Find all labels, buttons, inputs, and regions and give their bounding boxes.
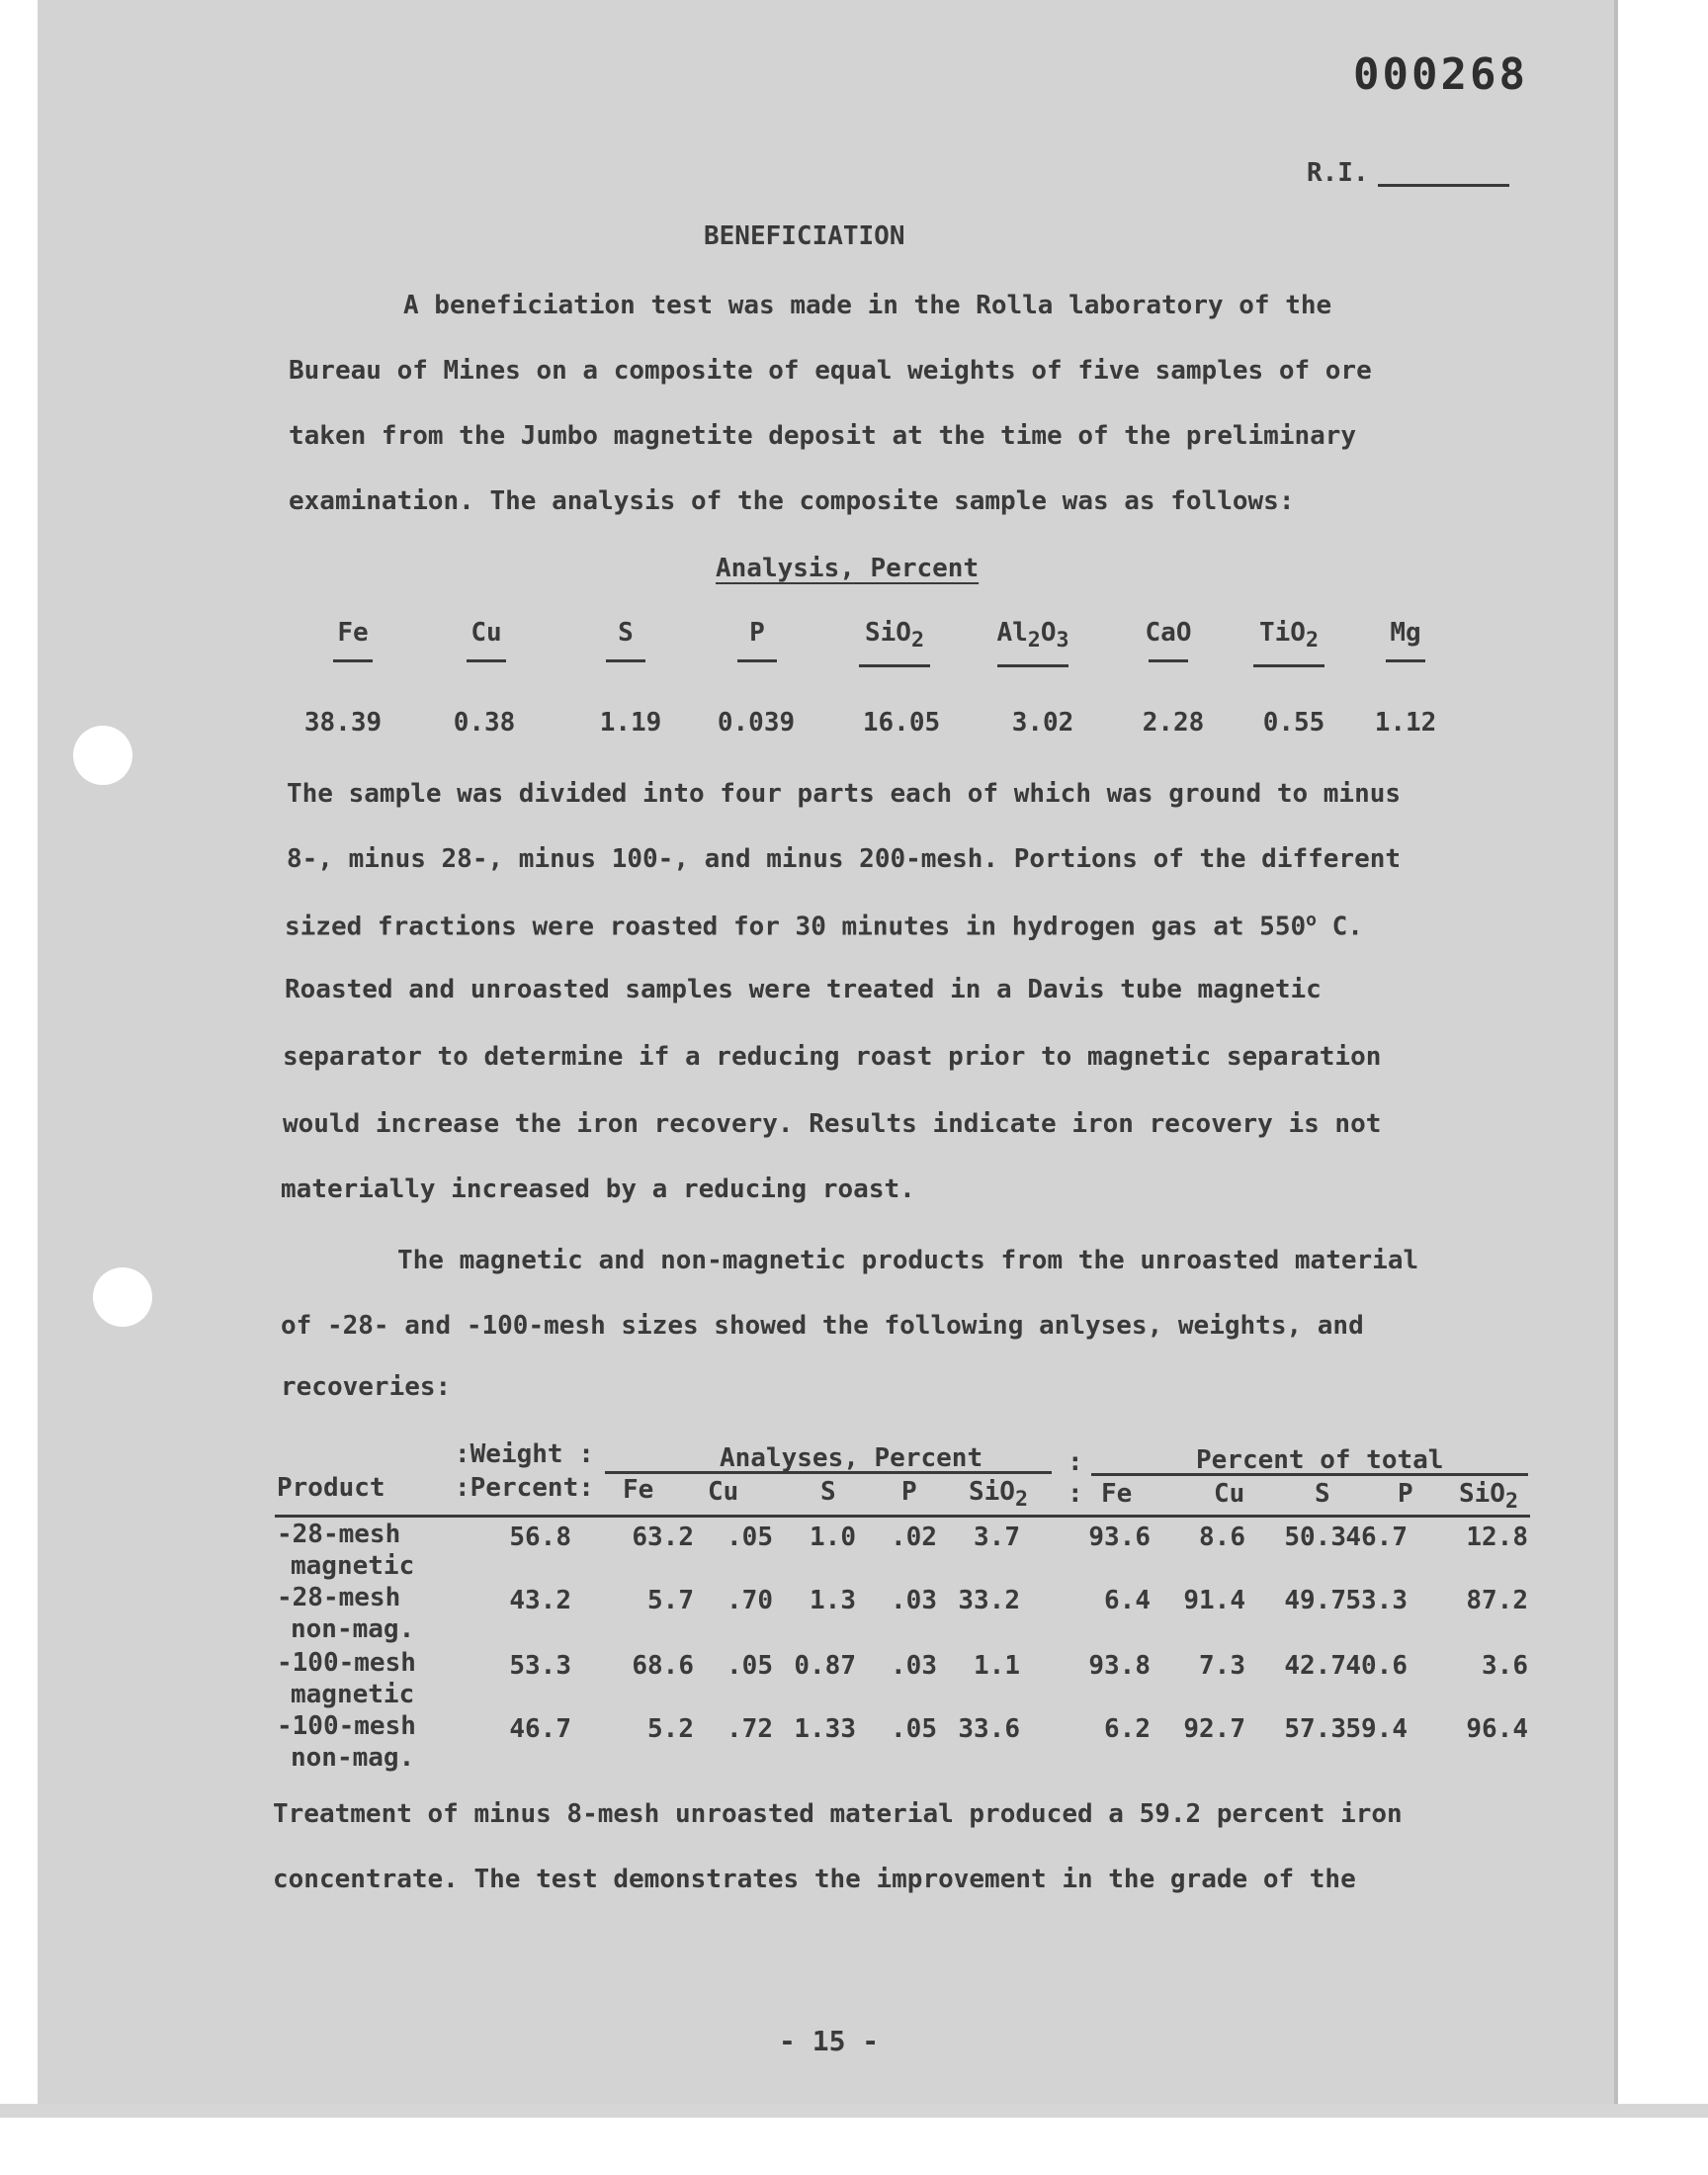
col-sio2-label: SiO [969, 1477, 1015, 1507]
para2-text: sized fractions were roasted for 30 minutes in hydrogen gas at 550 [285, 912, 1307, 942]
row-total-value: 3.6 [1482, 1651, 1528, 1681]
col-total-sio2-label: SiO [1459, 1479, 1505, 1509]
row-total-value: 87.2 [1466, 1586, 1528, 1615]
row-total-value: 50.3 [1284, 1522, 1346, 1552]
table-product-header: Product [277, 1473, 385, 1503]
col-total-cu: Cu [1214, 1479, 1245, 1509]
para3-line: of -28- and -100-mesh sizes showed the following anlyses, weights, and [281, 1311, 1364, 1341]
row-product-label [277, 1647, 416, 1710]
analysis-heading: Analysis, Percent [716, 554, 980, 583]
document-number: 000268 [1353, 49, 1528, 100]
table-separator: : [1068, 1447, 1083, 1477]
row-analysis-value: 68.6 [632, 1651, 694, 1681]
element-p [708, 618, 807, 662]
para4-line: concentrate. The test demonstrates the improvement in the grade of the [273, 1865, 1356, 1894]
row-analysis-value: .70 [726, 1586, 773, 1615]
analysis-value: 0.55 [1262, 708, 1325, 738]
analysis-value: 3.02 [1011, 708, 1074, 738]
element-subscript: 2 [1027, 628, 1041, 653]
para4-line: Treatment of minus 8-mesh unroasted material produced a 59.2 percent iron [273, 1799, 1403, 1829]
row-total-value: 46.7 [1345, 1522, 1408, 1552]
page-number: - 15 - [779, 2025, 880, 2057]
product-size: -28-mesh [277, 1583, 401, 1612]
punch-hole-bottom [93, 1267, 152, 1327]
degree-sign: o [1306, 910, 1317, 930]
analysis-value: 1.19 [599, 708, 662, 738]
row-total-value: 6.4 [1104, 1586, 1151, 1615]
element-symbol: S [618, 618, 634, 648]
table-header-rule [275, 1515, 1530, 1518]
element-al2o3 [983, 618, 1082, 667]
element-symbol: CaO [1145, 618, 1192, 648]
para2-line: would increase the iron recovery. Results indicate iron recovery is not [283, 1109, 1382, 1139]
element-symbol: Fe [337, 618, 369, 648]
row-weight: 53.3 [509, 1651, 571, 1681]
col-total-p: P [1398, 1479, 1413, 1509]
row-weight: 43.2 [509, 1586, 571, 1615]
row-total-value: 96.4 [1466, 1714, 1528, 1744]
row-weight: 56.8 [509, 1522, 571, 1552]
table-total-separator: : [1068, 1479, 1083, 1509]
row-total-value: 6.2 [1104, 1714, 1151, 1744]
element-subscript: 2 [1305, 628, 1319, 653]
para1-line: A beneficiation test was made in the Rolla laboratory of the [403, 291, 1332, 320]
row-total-value: 57.3 [1284, 1714, 1346, 1744]
element-symbol: Cu [470, 618, 502, 648]
row-analysis-value: 3.7 [974, 1522, 1020, 1552]
col-cu: Cu [708, 1477, 739, 1507]
product-type: magnetic [291, 1680, 415, 1709]
row-analysis-value: .05 [726, 1522, 773, 1552]
para1-line: taken from the Jumbo magnetite deposit at the time of the preliminary [289, 421, 1357, 451]
element-subscript: 2 [910, 628, 924, 653]
row-total-value: 93.6 [1088, 1522, 1151, 1552]
row-analysis-value: 1.0 [810, 1522, 856, 1552]
element-fe [303, 618, 402, 662]
element-rule [333, 659, 373, 662]
row-analysis-value: .03 [891, 1651, 937, 1681]
row-analysis-value: 0.87 [794, 1651, 856, 1681]
row-analysis-value: .03 [891, 1586, 937, 1615]
table-analyses-header: Analyses, Percent [720, 1443, 983, 1473]
row-total-value: 7.3 [1199, 1651, 1245, 1681]
element-s [576, 618, 675, 662]
row-analysis-value: 1.3 [810, 1586, 856, 1615]
analysis-value: 2.28 [1142, 708, 1205, 738]
analysis-value: 0.38 [453, 708, 516, 738]
product-size: -100-mesh [277, 1711, 416, 1741]
product-type: non-mag. [291, 1743, 415, 1773]
row-total-value: 91.4 [1183, 1586, 1245, 1615]
col-p: P [901, 1477, 917, 1507]
col-total-sio2 [1459, 1479, 1518, 1514]
para3-line: The magnetic and non-magnetic products from the unroasted material [397, 1246, 1419, 1275]
ri-blank-line [1378, 184, 1509, 187]
section-title: BENEFICIATION [704, 221, 905, 251]
element-rule [997, 664, 1068, 667]
element-symbol: Mg [1390, 618, 1421, 648]
row-analysis-value: .05 [726, 1651, 773, 1681]
element-rule [606, 659, 645, 662]
element-symbol: O [1040, 618, 1057, 648]
subscript: 2 [1014, 1487, 1029, 1513]
row-analysis-value: 1.33 [794, 1714, 856, 1744]
product-type: non-mag. [291, 1614, 415, 1644]
row-total-value: 40.6 [1345, 1651, 1408, 1681]
col-total-s: S [1315, 1479, 1330, 1509]
row-total-value: 49.7 [1284, 1586, 1346, 1615]
analysis-value: 38.39 [303, 708, 383, 738]
table-percent-header: :Percent: [455, 1473, 594, 1503]
element-cao [1119, 618, 1218, 662]
row-total-value: 8.6 [1199, 1522, 1245, 1552]
element-rule [1386, 659, 1425, 662]
row-analysis-value: 33.6 [958, 1714, 1020, 1744]
punch-hole-top [73, 726, 132, 785]
row-analysis-value: .05 [891, 1714, 937, 1744]
element-rule [737, 659, 777, 662]
para3-line: recoveries: [281, 1372, 452, 1402]
para2-line: Roasted and unroasted samples were treated in a Davis tube magnetic [285, 975, 1322, 1004]
analysis-value: 0.039 [717, 708, 796, 738]
element-symbol: SiO [864, 618, 911, 648]
product-type: magnetic [291, 1551, 415, 1581]
col-s: S [820, 1477, 836, 1507]
col-sio2 [969, 1477, 1028, 1512]
subscript: 2 [1504, 1489, 1519, 1515]
row-analysis-value: .02 [891, 1522, 937, 1552]
col-fe: Fe [623, 1475, 654, 1505]
element-symbol: P [749, 618, 765, 648]
para2-line: materially increased by a reducing roast. [281, 1174, 915, 1204]
para2-line: separator to determine if a reducing roast prior to magnetic separation [283, 1042, 1382, 1072]
para2-line: 8-, minus 28-, minus 100-, and minus 200-mesh. Portions of the different [287, 844, 1402, 874]
product-size: -100-mesh [277, 1648, 416, 1678]
element-mg [1356, 618, 1455, 662]
row-analysis-value: 63.2 [632, 1522, 694, 1552]
scan-edge-strip [0, 2104, 1708, 2118]
element-rule [859, 664, 930, 667]
row-analysis-value: 33.2 [958, 1586, 1020, 1615]
element-sio2 [845, 618, 944, 667]
para1-line: examination. The analysis of the composite sample was as follows: [289, 486, 1295, 516]
element-rule [1253, 664, 1324, 667]
row-product-label [277, 1710, 416, 1774]
row-total-value: 42.7 [1284, 1651, 1346, 1681]
element-subscript: 3 [1056, 628, 1069, 653]
col-total-fe: Fe [1101, 1479, 1133, 1509]
row-total-value: 59.4 [1345, 1714, 1408, 1744]
element-cu [437, 618, 536, 662]
row-product-label [277, 1582, 414, 1645]
para2-line: The sample was divided into four parts each of which was ground to minus [287, 779, 1402, 809]
element-rule [1149, 659, 1188, 662]
para2-unit: C. [1316, 912, 1363, 942]
row-analysis-value: 1.1 [974, 1651, 1020, 1681]
row-analysis-value: 5.2 [647, 1714, 694, 1744]
element-symbol: TiO [1258, 618, 1306, 648]
element-symbol: Al [996, 618, 1028, 648]
element-rule [467, 659, 506, 662]
row-total-value: 93.8 [1088, 1651, 1151, 1681]
row-total-value: 53.3 [1345, 1586, 1408, 1615]
row-weight: 46.7 [509, 1714, 571, 1744]
para2-line [285, 910, 1363, 942]
analysis-value: 16.05 [862, 708, 941, 738]
row-product-label [277, 1519, 414, 1582]
product-size: -28-mesh [277, 1520, 401, 1549]
row-analysis-value: 5.7 [647, 1586, 694, 1615]
analysis-value: 1.12 [1374, 708, 1437, 738]
table-weight-header: :Weight : [455, 1439, 594, 1469]
para1-line: Bureau of Mines on a composite of equal weights of five samples of ore [289, 356, 1372, 386]
table-total-header: Percent of total [1196, 1445, 1444, 1475]
row-total-value: 92.7 [1183, 1714, 1245, 1744]
ri-label: R.I. [1307, 158, 1369, 188]
row-total-value: 12.8 [1466, 1522, 1528, 1552]
row-analysis-value: .72 [726, 1714, 773, 1744]
element-tio2 [1239, 618, 1338, 667]
